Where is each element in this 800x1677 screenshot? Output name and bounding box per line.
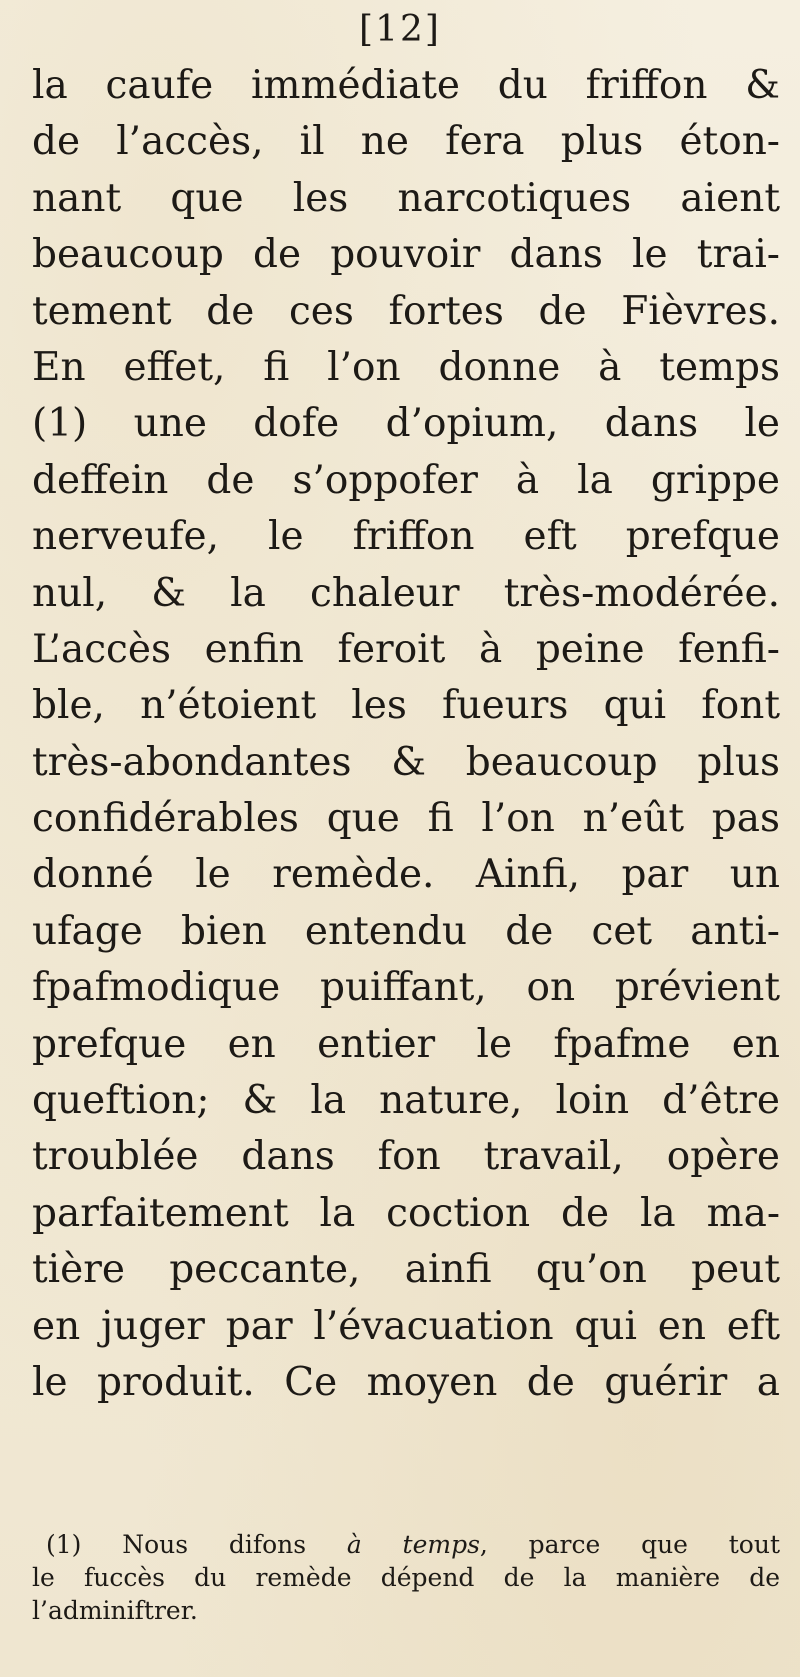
- text-line: deffein de s’oppofer à la grippe: [32, 457, 780, 503]
- text-line: nerveufe, le friffon eft prefque: [32, 514, 780, 560]
- footnote: [32, 1528, 780, 1627]
- text-line: L’accès enfin feroit à peine fenfi-: [32, 626, 780, 672]
- text-line: ble, n’étoient les fueurs qui font: [32, 683, 780, 729]
- text-line: le produit. Ce moyen de guérir a: [32, 1359, 780, 1405]
- text-line: donné le remède. Ainfi, par un: [32, 852, 780, 898]
- main-text: [32, 58, 780, 1411]
- text-line: ufage bien entendu de cet anti-: [32, 908, 780, 954]
- text-line: prefque en entier le fpafme en: [32, 1021, 780, 1067]
- text-line: tement de ces fortes de Fièvres.: [32, 288, 780, 334]
- footnote-emphasis: à temps: [346, 1530, 480, 1559]
- footnote-text: Nous difons: [81, 1530, 347, 1559]
- footnote-line: l’adminiftrer.: [32, 1596, 198, 1625]
- text-line: parfaitement la coction de la ma-: [32, 1190, 780, 1236]
- text-line: nul, & la chaleur très-modérée.: [32, 570, 780, 616]
- footnote-line: le fuccès du remède dépend de la manière de: [32, 1563, 780, 1592]
- text-line: En effet, fi l’on donne à temps: [32, 344, 780, 390]
- text-line: confidérables que fi l’on n’eût pas: [32, 796, 780, 842]
- text-line: beaucoup de pouvoir dans le trai-: [32, 232, 780, 278]
- text-line: de l’accès, il ne fera plus éton-: [32, 119, 780, 165]
- footnote-text: , parce que tout: [479, 1530, 780, 1559]
- text-line: très-abondantes & beaucoup plus: [32, 739, 780, 785]
- text-line: nant que les narcotiques aient: [32, 175, 780, 221]
- text-line: troublée dans fon travail, opère: [32, 1134, 780, 1180]
- footnote-line: [32, 1528, 780, 1561]
- text-line: fpafmodique puiffant, on prévient: [32, 965, 780, 1011]
- page-number: [12]: [359, 9, 441, 50]
- text-line: en juger par l’évacuation qui en eft: [32, 1303, 780, 1349]
- text-line: (1) une dofe d’opium, dans le: [32, 401, 780, 447]
- text-line: la caufe immédiate du friffon &: [32, 63, 780, 108]
- text-line: tière peccante, ainfi qu’on peut: [32, 1247, 780, 1293]
- footnote-marker: (1): [46, 1530, 82, 1559]
- text-line: queftion; & la nature, loin d’être: [32, 1078, 780, 1124]
